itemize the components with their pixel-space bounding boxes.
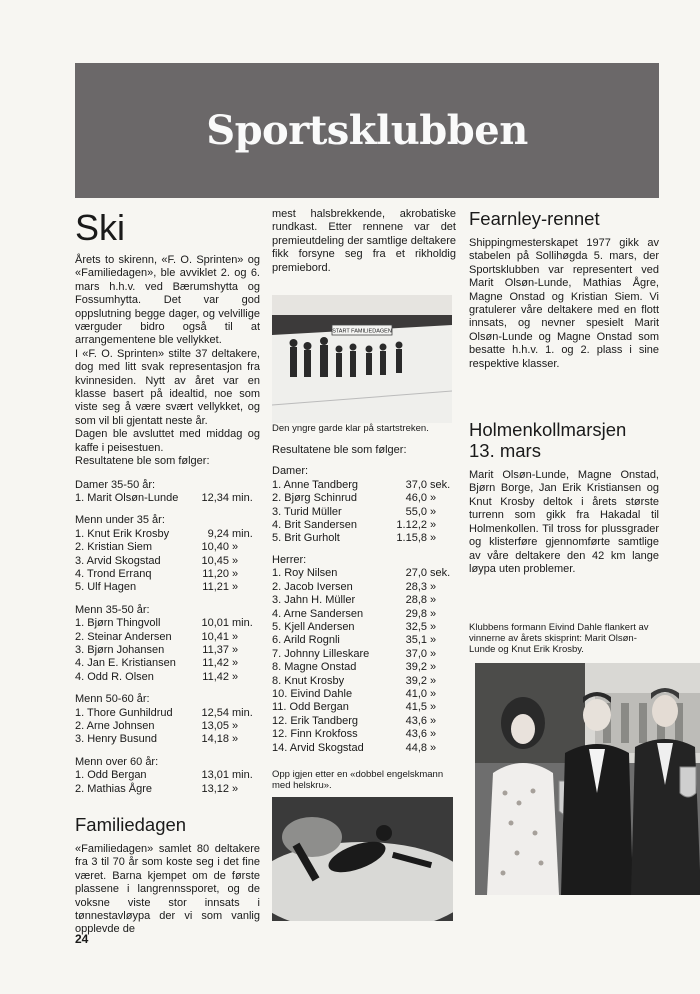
result-time: 39,2 xyxy=(405,674,427,687)
photo-winners-caption: Klubbens formann Eivind Dahle flankert av vinnerne av årets skisprint: Marit Olsøn-Lunde og Knut Erik Krosby. xyxy=(469,622,649,656)
result-unit: » xyxy=(430,687,437,700)
result-time: 44,8 xyxy=(405,741,427,754)
result-time: 29,8 xyxy=(405,607,427,620)
result-unit: » xyxy=(232,657,239,670)
result-row xyxy=(75,631,260,644)
damer-title: Damer: xyxy=(272,465,309,478)
result-name: 3. Bjørn Johansen xyxy=(75,643,165,656)
result-time: 28,8 xyxy=(405,594,427,607)
herrer-row xyxy=(272,661,456,674)
herrer-title: Herrer: xyxy=(272,553,307,566)
result-name: 6. Arild Rognli xyxy=(272,634,340,647)
result-unit: » xyxy=(430,701,437,714)
result-time: 1.15,8 xyxy=(396,532,427,545)
result-name: 8. Magne Onstad xyxy=(272,661,357,674)
result-row xyxy=(75,783,260,796)
start-banner-text: START FAMILIEDAGEN xyxy=(332,328,392,335)
section-banner xyxy=(75,63,659,198)
result-name: 4. Jan E. Kristiansen xyxy=(75,657,176,670)
result-name: 2. Jacob Iversen xyxy=(272,580,353,593)
result-unit: sek. xyxy=(430,478,451,491)
result-time: 10,01 xyxy=(201,617,229,630)
group-title: Damer 35-50 år: xyxy=(75,478,156,491)
result-name: 2. Bjørg Schinrud xyxy=(272,492,357,505)
herrer-row xyxy=(272,634,456,647)
damer-row xyxy=(272,479,456,492)
result-name: 2. Kristian Siem xyxy=(75,541,153,554)
result-row xyxy=(75,657,260,670)
result-time: 1.12,2 xyxy=(396,519,427,532)
fearnley-heading: Fearnley-rennet xyxy=(469,208,600,229)
result-row xyxy=(75,528,260,541)
result-name: 4. Brit Sandersen xyxy=(272,519,357,532)
result-unit: min. xyxy=(232,706,253,719)
result-unit: » xyxy=(430,674,437,687)
group-title: Menn over 60 år: xyxy=(75,755,159,768)
result-unit: » xyxy=(232,630,239,643)
herrer-row xyxy=(272,715,456,728)
result-row xyxy=(75,581,260,594)
result-unit: » xyxy=(430,634,437,647)
result-row xyxy=(75,555,260,568)
result-name: 8. Knut Krosby xyxy=(272,674,345,687)
result-unit: » xyxy=(430,519,437,532)
column-3 xyxy=(469,208,659,895)
result-name: 10. Eivind Dahle xyxy=(272,687,353,700)
result-name: 1. Odd Bergan xyxy=(75,769,147,782)
result-row xyxy=(75,720,260,733)
result-time: 37,0 xyxy=(405,647,427,660)
result-unit: » xyxy=(232,541,239,554)
herrer-row xyxy=(272,608,456,621)
herrer-row xyxy=(272,567,456,580)
result-row xyxy=(75,617,260,630)
result-time: 41,0 xyxy=(405,687,427,700)
result-unit: » xyxy=(430,741,437,754)
group-title: Menn 35-50 år: xyxy=(75,603,150,616)
result-time: 14,18 xyxy=(201,733,229,746)
result-time: 12,34 xyxy=(201,491,229,504)
banner-title: Sportsklubben xyxy=(206,107,528,154)
result-row xyxy=(75,733,260,746)
result-time: 10,45 xyxy=(201,554,229,567)
result-unit: » xyxy=(430,594,437,607)
result-time: 10,41 xyxy=(201,630,229,643)
result-name: 3. Turid Müller xyxy=(272,505,342,518)
herrer-row xyxy=(272,675,456,688)
damer-row xyxy=(272,519,456,532)
result-unit: » xyxy=(430,647,437,660)
result-name: 3. Arvid Skogstad xyxy=(75,554,161,567)
result-row xyxy=(75,707,260,720)
result-time: 37,0 xyxy=(405,478,427,491)
result-name: 3. Henry Busund xyxy=(75,733,157,746)
result-time: 13,01 xyxy=(201,769,229,782)
page-number: 24 xyxy=(75,932,89,946)
ski-results-intro: Resultatene ble som følger: xyxy=(75,455,210,468)
damer-row xyxy=(272,532,456,545)
ski-paragraph-2: I «F. O. Sprinten» stilte 37 deltakere, dog med litt svak representasjon fra kvinnesiden. Nytt av året var en klasse basert på idealtid, noe som viste seg å være svært vellykket, og som vil bli gjentatt neste år. xyxy=(75,347,260,427)
damer-row xyxy=(272,492,456,505)
herrer-row xyxy=(272,728,456,741)
photo-start-line xyxy=(272,295,452,423)
result-unit: » xyxy=(232,554,239,567)
herrer-row xyxy=(272,688,456,701)
result-group xyxy=(75,604,260,684)
photo-winners xyxy=(475,663,700,895)
result-name: 1. Bjørn Thingvoll xyxy=(75,617,161,630)
result-name: 11. Odd Bergan xyxy=(272,701,349,714)
herrer-row xyxy=(272,648,456,661)
result-name: 4. Trond Erranq xyxy=(75,567,152,580)
result-time: 13,12 xyxy=(201,782,229,795)
ski-paragraph-3: Dagen ble avsluttet med middag og kaffe i peisestuen. xyxy=(75,428,260,454)
result-time: 32,5 xyxy=(405,620,427,633)
photo-fall-caption: Opp igjen etter en «dobbel engelskmann med helskru». xyxy=(272,768,444,791)
result-group xyxy=(75,514,260,594)
familiedagen-heading: Familiedagen xyxy=(75,814,187,836)
result-unit: » xyxy=(232,670,239,683)
photo-start-line-image xyxy=(272,295,452,423)
result-unit: » xyxy=(430,532,437,545)
column-1 xyxy=(75,208,260,937)
result-row xyxy=(75,541,260,554)
result-time: 11,20 xyxy=(202,567,229,580)
photo-winners-image xyxy=(475,663,700,895)
result-unit: » xyxy=(430,728,437,741)
photo-fall xyxy=(272,797,453,921)
result-unit: » xyxy=(430,620,437,633)
result-unit: » xyxy=(430,607,437,620)
result-time: 46,0 xyxy=(405,492,427,505)
result-unit: min. xyxy=(232,769,253,782)
result-time: 27,0 xyxy=(405,567,427,580)
result-time: 55,0 xyxy=(405,505,427,518)
column-2 xyxy=(272,208,456,921)
ski-intro: Årets to skirenn, «F. O. Sprinten» og «Familiedagen», ble avviklet 2. og 6. mars h.h.v. ved Bærumshytta og Fossumhytta. Det var god oppslutning begge dager, og velvillige værguder bidro også til at arrangementene ble vellykket. xyxy=(75,254,260,347)
result-time: 41,5 xyxy=(405,701,427,714)
group-title: Menn under 35 år: xyxy=(75,514,165,527)
herrer-row xyxy=(272,742,456,755)
result-name: 4. Arne Sandersen xyxy=(272,607,364,620)
result-name: 1. Knut Erik Krosby xyxy=(75,527,170,540)
result-time: 39,2 xyxy=(405,661,427,674)
herrer-row xyxy=(272,594,456,607)
result-row xyxy=(75,568,260,581)
herrer-row xyxy=(272,581,456,594)
result-unit: min. xyxy=(232,617,253,630)
familiedagen-text-continued: mest halsbrekkende, akrobatiske rundkast. Etter rennene var det premieutdeling der samtlige deltakere fikk forsyne seg fra et rikholdig premiebord. xyxy=(272,208,456,274)
result-time: 11,42 xyxy=(202,657,229,670)
result-time: 28,3 xyxy=(405,580,427,593)
result-unit: min. xyxy=(232,491,253,504)
result-unit: » xyxy=(232,581,239,594)
result-name: 1. Roy Nilsen xyxy=(272,567,338,580)
familiedagen-text: «Familiedagen» samlet 80 deltakere fra 3 til 70 år som koste seg i det fine været. Barna kjempet om de første plassene i langrennssporet, og de voksne viste stor innsats i tønnestavløypa der vi som vanlig opplevde de xyxy=(75,843,260,936)
result-time: 11,37 xyxy=(202,643,229,656)
result-group xyxy=(75,693,260,747)
result-name: 7. Johnny Lilleskare xyxy=(272,647,370,660)
result-time: 9,24 xyxy=(207,527,229,540)
result-name: 1. Marit Olsøn-Lunde xyxy=(75,491,179,504)
familie-results-intro: Resultatene ble som følger: xyxy=(272,444,407,457)
result-unit: min. xyxy=(232,527,253,540)
result-name: 1. Thore Gunhildrud xyxy=(75,706,173,719)
result-unit: » xyxy=(232,720,239,732)
result-unit: » xyxy=(232,567,239,580)
result-name: 2. Mathias Ågre xyxy=(75,782,153,795)
result-time: 43,6 xyxy=(405,728,427,741)
result-group xyxy=(75,479,260,506)
photo-start-line-caption: Den yngre garde klar på startstreken. xyxy=(272,423,429,435)
ski-results xyxy=(75,479,260,797)
result-unit: » xyxy=(430,580,437,593)
holmenkoll-heading: Holmenkollmarsjen 13. mars xyxy=(469,419,627,462)
result-time: 12,54 xyxy=(201,706,229,719)
result-unit: » xyxy=(232,782,239,795)
result-row xyxy=(75,671,260,684)
photo-fall-image xyxy=(272,797,453,921)
result-time: 35,1 xyxy=(405,634,427,647)
result-name: 5. Kjell Andersen xyxy=(272,620,355,633)
result-name: 3. Jahn H. Müller xyxy=(272,594,356,607)
result-name: 2. Arne Johnsen xyxy=(75,720,155,732)
result-unit: » xyxy=(430,661,437,674)
result-time: 11,21 xyxy=(202,581,229,594)
ski-heading: Ski xyxy=(75,207,126,248)
result-name: 14. Arvid Skogstad xyxy=(272,741,364,754)
damer-row xyxy=(272,506,456,519)
result-unit: sek. xyxy=(430,567,451,580)
result-name: 12. Erik Tandberg xyxy=(272,714,359,727)
result-unit: » xyxy=(232,643,239,656)
result-time: 11,42 xyxy=(202,670,229,683)
result-unit: » xyxy=(232,733,239,746)
result-row xyxy=(75,644,260,657)
result-name: 5. Ulf Hagen xyxy=(75,581,137,594)
result-row xyxy=(75,492,260,505)
result-unit: » xyxy=(430,714,437,727)
result-time: 13,05 xyxy=(201,720,229,732)
herrer-row xyxy=(272,621,456,634)
group-title: Menn 50-60 år: xyxy=(75,693,150,706)
result-unit: » xyxy=(430,505,437,518)
result-name: 12. Finn Krokfoss xyxy=(272,728,358,741)
result-name: 2. Steinar Andersen xyxy=(75,630,172,643)
result-row xyxy=(75,769,260,782)
result-name: 1. Anne Tandberg xyxy=(272,478,359,491)
result-time: 43,6 xyxy=(405,714,427,727)
herrer-row xyxy=(272,701,456,714)
result-name: 5. Brit Gurholt xyxy=(272,532,340,545)
result-unit: » xyxy=(430,492,437,505)
result-time: 10,40 xyxy=(201,541,229,554)
holmenkoll-text: Marit Olsøn-Lunde, Magne Onstad, Bjørn Borge, Jan Erik Kristiansen og Knut Krosby deltok i årets største turrenn som gikk fra Hakadal til Holmenkollen. Til tross for plussgrader og klisterføre gjennomførte samtlige av våre deltakere den 42 km lange løypa uten problemer. xyxy=(469,469,659,575)
result-group xyxy=(75,756,260,796)
result-name: 4. Odd R. Olsen xyxy=(75,670,154,683)
fearnley-text: Shippingmesterskapet 1977 gikk av stabelen på Sollihøgda 5. mars, der Sportsklubben var representert ved Marit Olsøn-Lunde, Mathias Ågre, Magne Onstad og Kristian Siem. Vi gratulerer våre deltakere med en flott innsats, og nevner spesielt Marit Olsøn-Lunde og Magne Onstad som besatte h.h.v. 1. og 2. plass i sine respektive klasser. xyxy=(469,237,659,370)
